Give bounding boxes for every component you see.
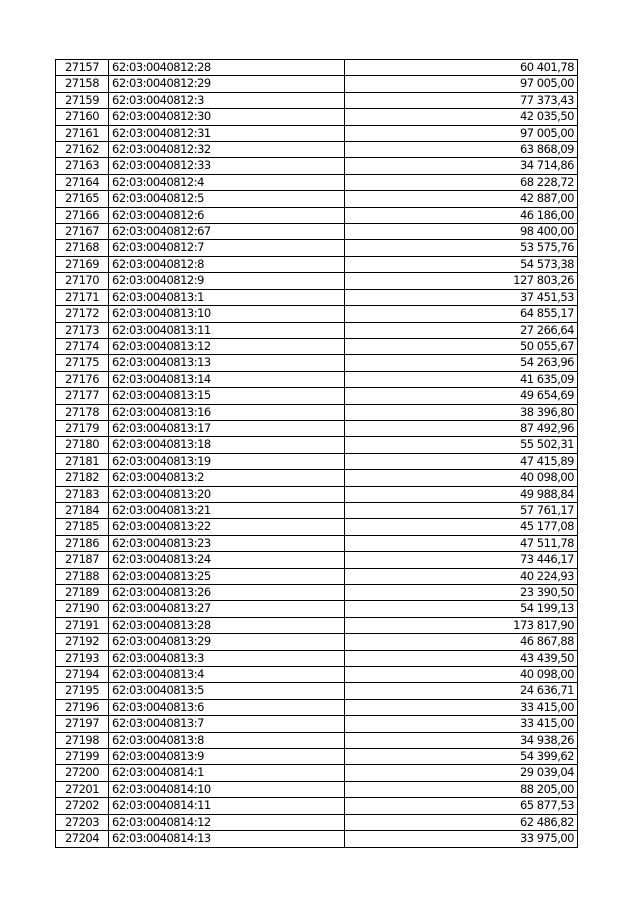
- table-row: [56, 142, 578, 158]
- row-number-cell: 27203: [56, 814, 109, 830]
- cadastral-number-cell: 62:03:0040813:27: [109, 601, 345, 617]
- cadastral-value-cell: 55 502,31: [345, 437, 578, 453]
- table-row: [56, 224, 578, 240]
- cadastral-number-cell: 62:03:0040813:13: [109, 355, 345, 371]
- cadastral-value-cell: 68 228,72: [345, 174, 578, 190]
- cadastral-value-cell: 54 199,13: [345, 601, 578, 617]
- table-row: [56, 437, 578, 453]
- cadastral-number-cell: 62:03:0040813:7: [109, 716, 345, 732]
- table-row: [56, 502, 578, 518]
- cadastral-value-cell: 29 039,04: [345, 765, 578, 781]
- row-number-cell: 27190: [56, 601, 109, 617]
- row-number-cell: 27193: [56, 650, 109, 666]
- cadastral-value-cell: 43 439,50: [345, 650, 578, 666]
- row-number-cell: 27195: [56, 683, 109, 699]
- cadastral-number-cell: 62:03:0040812:28: [109, 60, 345, 76]
- cadastral-value-cell: 77 373,43: [345, 92, 578, 108]
- cadastral-number-cell: 62:03:0040812:33: [109, 158, 345, 174]
- cadastral-number-cell: 62:03:0040814:13: [109, 831, 345, 847]
- table-row: [56, 683, 578, 699]
- table-row: [56, 60, 578, 76]
- cadastral-number-cell: 62:03:0040812:8: [109, 256, 345, 272]
- cadastral-value-cell: 40 098,00: [345, 667, 578, 683]
- cadastral-number-cell: 62:03:0040814:1: [109, 765, 345, 781]
- cadastral-number-cell: 62:03:0040812:29: [109, 76, 345, 92]
- cadastral-value-cell: 173 817,90: [345, 617, 578, 633]
- cadastral-value-table: [55, 59, 578, 848]
- table-row: [56, 322, 578, 338]
- cadastral-number-cell: 62:03:0040813:1: [109, 289, 345, 305]
- cadastral-value-cell: 98 400,00: [345, 224, 578, 240]
- cadastral-value-cell: 54 399,62: [345, 749, 578, 765]
- cadastral-value-cell: 65 877,53: [345, 798, 578, 814]
- cadastral-value-cell: 64 855,17: [345, 306, 578, 322]
- cadastral-number-cell: 62:03:0040813:4: [109, 667, 345, 683]
- cadastral-number-cell: 62:03:0040813:25: [109, 568, 345, 584]
- cadastral-value-cell: 46 867,88: [345, 634, 578, 650]
- cadastral-value-cell: 57 761,17: [345, 502, 578, 518]
- cadastral-number-cell: 62:03:0040812:6: [109, 207, 345, 223]
- row-number-cell: 27191: [56, 617, 109, 633]
- row-number-cell: 27165: [56, 191, 109, 207]
- table-row: [56, 732, 578, 748]
- row-number-cell: 27175: [56, 355, 109, 371]
- cadastral-number-cell: 62:03:0040813:21: [109, 502, 345, 518]
- cadastral-number-cell: 62:03:0040814:12: [109, 814, 345, 830]
- cadastral-value-cell: 127 803,26: [345, 273, 578, 289]
- row-number-cell: 27172: [56, 306, 109, 322]
- row-number-cell: 27173: [56, 322, 109, 338]
- cadastral-value-cell: 45 177,08: [345, 519, 578, 535]
- cadastral-value-cell: 40 098,00: [345, 470, 578, 486]
- cadastral-value-cell: 54 263,96: [345, 355, 578, 371]
- cadastral-value-cell: 87 492,96: [345, 420, 578, 436]
- cadastral-value-cell: 50 055,67: [345, 338, 578, 354]
- row-number-cell: 27177: [56, 388, 109, 404]
- cadastral-value-cell: 38 396,80: [345, 404, 578, 420]
- cadastral-value-cell: 33 415,00: [345, 699, 578, 715]
- cadastral-number-cell: 62:03:0040813:11: [109, 322, 345, 338]
- table-row: [56, 453, 578, 469]
- row-number-cell: 27160: [56, 109, 109, 125]
- row-number-cell: 27178: [56, 404, 109, 420]
- cadastral-value-cell: 34 714,86: [345, 158, 578, 174]
- row-number-cell: 27198: [56, 732, 109, 748]
- cadastral-number-cell: 62:03:0040813:6: [109, 699, 345, 715]
- cadastral-value-cell: 46 186,00: [345, 207, 578, 223]
- table-row: [56, 338, 578, 354]
- table-row: [56, 158, 578, 174]
- row-number-cell: 27166: [56, 207, 109, 223]
- cadastral-value-cell: 49 988,84: [345, 486, 578, 502]
- cadastral-number-cell: 62:03:0040813:3: [109, 650, 345, 666]
- cadastral-number-cell: 62:03:0040813:10: [109, 306, 345, 322]
- table-row: [56, 388, 578, 404]
- cadastral-value-cell: 49 654,69: [345, 388, 578, 404]
- row-number-cell: 27174: [56, 338, 109, 354]
- cadastral-value-cell: 33 415,00: [345, 716, 578, 732]
- table-row: [56, 814, 578, 830]
- cadastral-value-cell: 73 446,17: [345, 552, 578, 568]
- row-number-cell: 27184: [56, 502, 109, 518]
- cadastral-value-cell: 47 415,89: [345, 453, 578, 469]
- cadastral-number-cell: 62:03:0040812:32: [109, 142, 345, 158]
- table-row: [56, 781, 578, 797]
- table-row: [56, 831, 578, 847]
- cadastral-value-cell: 60 401,78: [345, 60, 578, 76]
- cadastral-number-cell: 62:03:0040813:8: [109, 732, 345, 748]
- table-row: [56, 273, 578, 289]
- cadastral-number-cell: 62:03:0040812:9: [109, 273, 345, 289]
- cadastral-number-cell: 62:03:0040813:14: [109, 371, 345, 387]
- table-row: [56, 174, 578, 190]
- cadastral-number-cell: 62:03:0040814:11: [109, 798, 345, 814]
- cadastral-value-cell: 88 205,00: [345, 781, 578, 797]
- row-number-cell: 27167: [56, 224, 109, 240]
- cadastral-number-cell: 62:03:0040813:29: [109, 634, 345, 650]
- table-row: [56, 568, 578, 584]
- row-number-cell: 27201: [56, 781, 109, 797]
- table-row: [56, 552, 578, 568]
- row-number-cell: 27179: [56, 420, 109, 436]
- cadastral-value-cell: 42 035,50: [345, 109, 578, 125]
- row-number-cell: 27164: [56, 174, 109, 190]
- cadastral-number-cell: 62:03:0040813:2: [109, 470, 345, 486]
- cadastral-number-cell: 62:03:0040813:5: [109, 683, 345, 699]
- table-row: [56, 601, 578, 617]
- table-row: [56, 306, 578, 322]
- cadastral-number-cell: 62:03:0040814:10: [109, 781, 345, 797]
- table-row: [56, 256, 578, 272]
- table-row: [56, 191, 578, 207]
- row-number-cell: 27202: [56, 798, 109, 814]
- row-number-cell: 27185: [56, 519, 109, 535]
- table-row: [56, 749, 578, 765]
- row-number-cell: 27197: [56, 716, 109, 732]
- cadastral-number-cell: 62:03:0040813:24: [109, 552, 345, 568]
- row-number-cell: 27158: [56, 76, 109, 92]
- table-row: [56, 355, 578, 371]
- row-number-cell: 27189: [56, 585, 109, 601]
- table-row: [56, 240, 578, 256]
- row-number-cell: 27182: [56, 470, 109, 486]
- cadastral-value-cell: 53 575,76: [345, 240, 578, 256]
- cadastral-number-cell: 62:03:0040813:16: [109, 404, 345, 420]
- cadastral-value-cell: 41 635,09: [345, 371, 578, 387]
- cadastral-value-cell: 34 938,26: [345, 732, 578, 748]
- row-number-cell: 27171: [56, 289, 109, 305]
- row-number-cell: 27199: [56, 749, 109, 765]
- table-row: [56, 519, 578, 535]
- row-number-cell: 27192: [56, 634, 109, 650]
- cadastral-number-cell: 62:03:0040813:18: [109, 437, 345, 453]
- cadastral-value-cell: 97 005,00: [345, 125, 578, 141]
- row-number-cell: 27188: [56, 568, 109, 584]
- table-row: [56, 634, 578, 650]
- cadastral-number-cell: 62:03:0040812:31: [109, 125, 345, 141]
- cadastral-number-cell: 62:03:0040812:67: [109, 224, 345, 240]
- cadastral-number-cell: 62:03:0040812:7: [109, 240, 345, 256]
- row-number-cell: 27187: [56, 552, 109, 568]
- row-number-cell: 27200: [56, 765, 109, 781]
- table-row: [56, 699, 578, 715]
- cadastral-number-cell: 62:03:0040813:17: [109, 420, 345, 436]
- cadastral-number-cell: 62:03:0040813:12: [109, 338, 345, 354]
- cadastral-number-cell: 62:03:0040812:3: [109, 92, 345, 108]
- row-number-cell: 27168: [56, 240, 109, 256]
- row-number-cell: 27169: [56, 256, 109, 272]
- row-number-cell: 27194: [56, 667, 109, 683]
- cadastral-value-cell: 97 005,00: [345, 76, 578, 92]
- table-row: [56, 617, 578, 633]
- row-number-cell: 27176: [56, 371, 109, 387]
- cadastral-value-cell: 63 868,09: [345, 142, 578, 158]
- cadastral-number-cell: 62:03:0040813:19: [109, 453, 345, 469]
- cadastral-number-cell: 62:03:0040813:15: [109, 388, 345, 404]
- table-row: [56, 125, 578, 141]
- cadastral-number-cell: 62:03:0040813:23: [109, 535, 345, 551]
- cadastral-number-cell: 62:03:0040812:5: [109, 191, 345, 207]
- document-page: [55, 59, 578, 848]
- cadastral-number-cell: 62:03:0040813:28: [109, 617, 345, 633]
- table-body: [56, 60, 578, 848]
- table-row: [56, 667, 578, 683]
- table-row: [56, 404, 578, 420]
- cadastral-value-cell: 27 266,64: [345, 322, 578, 338]
- cadastral-number-cell: 62:03:0040812:4: [109, 174, 345, 190]
- row-number-cell: 27180: [56, 437, 109, 453]
- row-number-cell: 27183: [56, 486, 109, 502]
- table-row: [56, 207, 578, 223]
- cadastral-number-cell: 62:03:0040813:20: [109, 486, 345, 502]
- row-number-cell: 27161: [56, 125, 109, 141]
- cadastral-value-cell: 33 975,00: [345, 831, 578, 847]
- row-number-cell: 27181: [56, 453, 109, 469]
- row-number-cell: 27196: [56, 699, 109, 715]
- table-row: [56, 716, 578, 732]
- table-row: [56, 585, 578, 601]
- cadastral-value-cell: 42 887,00: [345, 191, 578, 207]
- table-row: [56, 92, 578, 108]
- cadastral-value-cell: 37 451,53: [345, 289, 578, 305]
- table-row: [56, 76, 578, 92]
- row-number-cell: 27163: [56, 158, 109, 174]
- row-number-cell: 27162: [56, 142, 109, 158]
- cadastral-value-cell: 54 573,38: [345, 256, 578, 272]
- table-row: [56, 765, 578, 781]
- row-number-cell: 27159: [56, 92, 109, 108]
- cadastral-value-cell: 40 224,93: [345, 568, 578, 584]
- table-row: [56, 535, 578, 551]
- table-row: [56, 798, 578, 814]
- row-number-cell: 27186: [56, 535, 109, 551]
- row-number-cell: 27157: [56, 60, 109, 76]
- cadastral-value-cell: 24 636,71: [345, 683, 578, 699]
- cadastral-value-cell: 23 390,50: [345, 585, 578, 601]
- table-row: [56, 289, 578, 305]
- row-number-cell: 27170: [56, 273, 109, 289]
- cadastral-number-cell: 62:03:0040812:30: [109, 109, 345, 125]
- table-row: [56, 109, 578, 125]
- cadastral-value-cell: 47 511,78: [345, 535, 578, 551]
- cadastral-number-cell: 62:03:0040813:26: [109, 585, 345, 601]
- table-row: [56, 371, 578, 387]
- row-number-cell: 27204: [56, 831, 109, 847]
- table-row: [56, 470, 578, 486]
- cadastral-number-cell: 62:03:0040813:9: [109, 749, 345, 765]
- table-row: [56, 650, 578, 666]
- table-row: [56, 420, 578, 436]
- table-row: [56, 486, 578, 502]
- cadastral-value-cell: 62 486,82: [345, 814, 578, 830]
- cadastral-number-cell: 62:03:0040813:22: [109, 519, 345, 535]
